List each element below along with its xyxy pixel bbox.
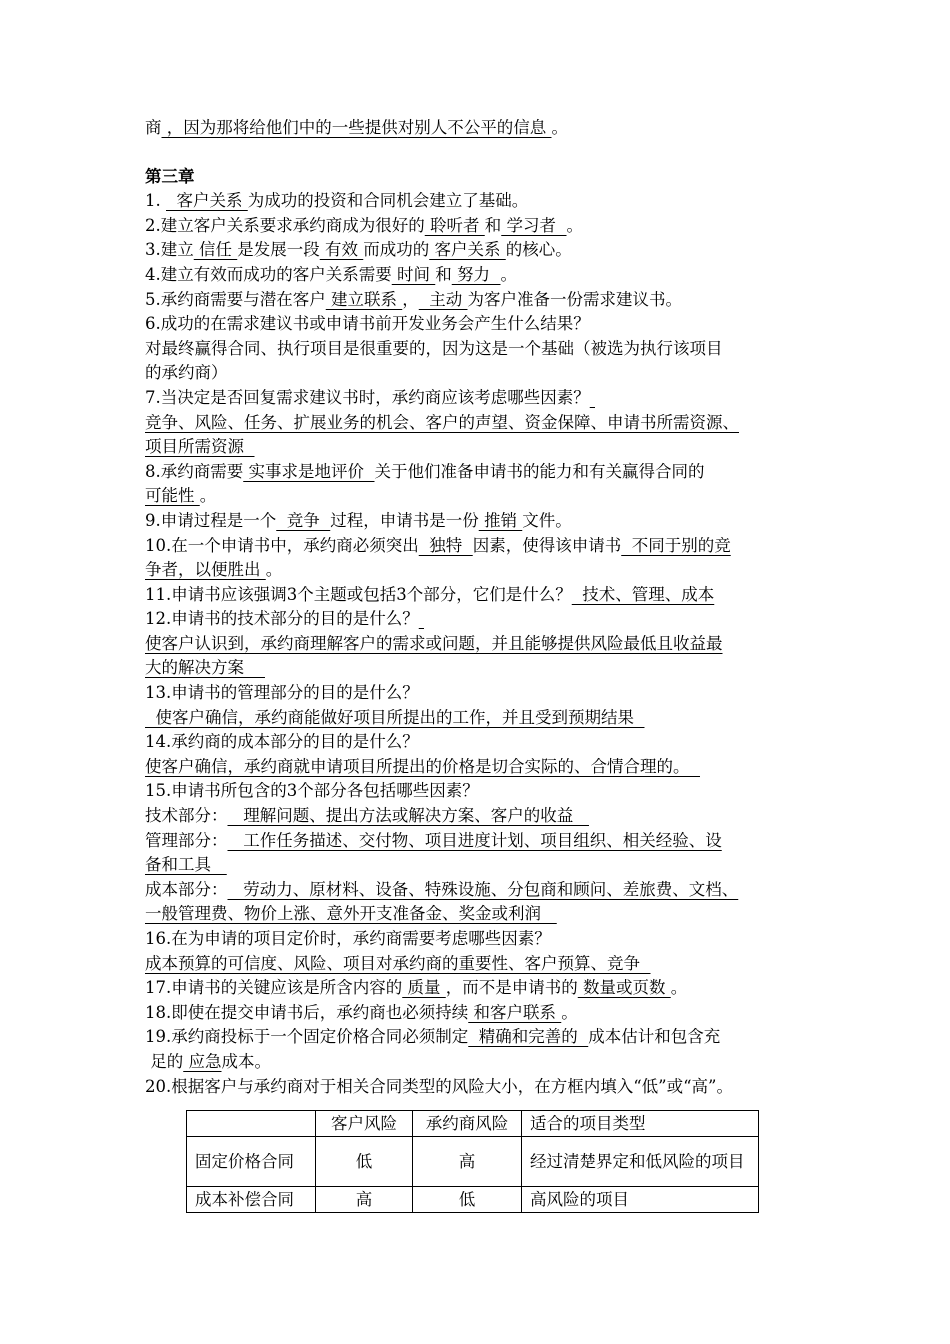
text-span: 13.申请书的管理部分的目的是什么？: [145, 683, 419, 703]
answer-underline: 质量: [402, 978, 446, 998]
answer-underline: 备和工具: [145, 855, 227, 875]
text-span: 14.承约商的成本部分的目的是什么？: [145, 732, 419, 752]
text-span: 7.当决定是否回复需求建议书时，承约商应该考虑哪些因素？: [145, 387, 590, 407]
text-line: [145, 361, 810, 386]
text-span: 8.承约商需要: [145, 461, 244, 481]
text-line: [145, 1050, 810, 1075]
text-line: [145, 1075, 810, 1100]
answer-underline: 项目所需资源: [145, 437, 255, 457]
text-line: [145, 509, 810, 534]
table-header-cell: 承约商风险: [413, 1111, 522, 1137]
text-span: 和: [435, 264, 452, 284]
answer-underline: 不同于别的竞: [621, 535, 731, 555]
text-line: [145, 878, 810, 903]
text-line: [145, 435, 810, 460]
text-span: 。: [561, 1002, 578, 1022]
text-span: 因素，使得该申请书: [472, 535, 622, 555]
answer-underline: 主动: [418, 289, 468, 309]
text-line: [145, 607, 810, 632]
text-span: 4.建立有效而成功的客户关系需要: [145, 264, 392, 284]
text-span: 技术部分：: [145, 806, 228, 826]
answer-underline: [590, 388, 595, 407]
text-line: [145, 1025, 810, 1050]
risk-table: [186, 1110, 759, 1213]
text-line: [145, 534, 810, 559]
text-span: 为客户准备一份需求建议书。: [467, 289, 682, 309]
text-line: [145, 583, 810, 608]
text-span: 20.根据客户与承约商对于相关合同类型的风险大小，在方框内填入“低”或“高”。: [145, 1076, 733, 1096]
text-line: [145, 779, 810, 804]
text-span: 16.在为申请的项目定价时，承约商需要考虑哪些因素？: [145, 929, 551, 948]
text-line: [145, 656, 810, 681]
answer-underline: 客户关系: [166, 191, 248, 211]
answer-underline: 使客户确信，承约商就申请项目所提出的价格是切合实际的、合情合理的。: [145, 756, 700, 776]
text-line: [145, 829, 810, 854]
answer-underline: 学习者: [501, 215, 567, 235]
text-span: 5.承约商需要与潜在客户: [145, 289, 326, 309]
text-span: 是发展一段: [237, 240, 320, 260]
text-line: [145, 755, 810, 780]
table-header-cell: [187, 1111, 316, 1137]
table-cell: 高: [413, 1137, 522, 1187]
text-span: 。: [566, 215, 583, 235]
text-line: [145, 312, 810, 337]
answer-underline: 精确和完善的: [468, 1027, 589, 1047]
text-span: 和: [484, 215, 502, 235]
text-span: 2.建立客户关系要求承约商成为很好的: [145, 215, 425, 235]
text-span: 文件。: [522, 510, 572, 530]
text-line: [145, 386, 810, 411]
answer-underline: 理解问题、提出方法或解决方案、客户的收益: [227, 806, 589, 826]
text-span: 管理部分：: [145, 830, 228, 850]
answer-underline: 竞争: [276, 510, 331, 530]
answer-underline: 实事求是地评价: [243, 461, 375, 481]
table-row: [187, 1137, 759, 1187]
text-line: [145, 1001, 810, 1026]
answer-underline: 对别人不公平的信息: [397, 118, 552, 137]
text-line: [145, 853, 810, 878]
answer-underline: 使客户认识到，承约商理解客户的需求或问题，并且能够提供风险最低且收益最: [145, 633, 723, 653]
text-span: 1.: [145, 191, 166, 211]
table-cell: 固定价格合同: [187, 1137, 316, 1187]
text-span: 成本估计和包含充: [588, 1027, 721, 1047]
answer-underline: 劳动力、原材料、设备、特殊设施、分包商和顾问、差旅费、文档、: [227, 879, 739, 899]
text-line: [145, 214, 810, 239]
text-line: [145, 632, 810, 657]
answer-underline: 大的解决方案: [145, 658, 265, 678]
text-span: 18.即使在提交申请书后，承约商也必须持续: [145, 1002, 469, 1022]
text-line: [145, 484, 810, 509]
text-line: [145, 558, 810, 583]
table-header-cell: 适合的项目类型: [522, 1111, 759, 1137]
answer-underline: 争者，以便胜出: [145, 560, 266, 580]
answer-underline: 竞争、风险、任务、扩展业务的机会、客户的声望、资金保障、申请书所需资源、: [145, 412, 739, 432]
answer-underline: 努力: [451, 264, 501, 284]
text-span: ，而不是申请书的: [445, 978, 578, 998]
answer-underline: 时间: [391, 264, 436, 284]
text-span: 15.申请书所包含的3个部分各包括哪些因素？: [145, 781, 479, 801]
answer-underline: 使客户确信，承约商能做好项目所提出的工作，并且受到预期结果: [145, 707, 645, 727]
text-span: 的承约商）: [145, 363, 228, 383]
table-cell: 低: [413, 1187, 522, 1213]
text-line: [145, 706, 810, 731]
text-line: [145, 263, 810, 288]
text-span: 过程，申请书是一份: [330, 510, 479, 530]
text-span: 6.成功的在需求建议书或申请书前开发业务会产生什么结果？: [145, 314, 590, 334]
text-span: 。: [199, 486, 217, 506]
text-line: [145, 189, 810, 214]
answer-underline: [419, 609, 424, 628]
text-span: 17.申请书的关键应该是所含内容的: [145, 978, 403, 998]
text-span: 对最终赢得合同、执行项目是很重要的，因为这是一个基础（被选为执行该项目: [145, 338, 723, 358]
answer-underline: 推销: [478, 510, 523, 530]
answer-underline: 信任: [193, 240, 238, 260]
text-line: [145, 116, 810, 141]
answer-underline: 和客户联系: [468, 1002, 562, 1022]
answer-underline: 数量或页数: [577, 978, 671, 998]
text-span: 11.申请书应该强调3个主题或包括3个部分，它们是什么？: [145, 584, 572, 604]
text-line: [145, 238, 810, 263]
text-span: 12.申请书的技术部分的目的是什么？: [145, 609, 419, 629]
table-header-row: [187, 1111, 759, 1137]
text-span: 。: [551, 118, 568, 137]
table-cell: 高风险的项目: [522, 1187, 759, 1213]
text-span: 。: [500, 264, 517, 284]
answer-underline: 客户关系: [429, 240, 506, 260]
answer-underline: 成本预算的可信度、风险、项目对承约商的重要性、客户预算、竞争: [145, 953, 651, 973]
text-span: 关于他们准备申请书的能力和有关赢得合同的: [374, 461, 705, 481]
document-body: [145, 116, 810, 1099]
table-header-cell: 客户风险: [316, 1111, 413, 1137]
answer-underline: 一般管理费、物价上涨、意外开支准备金、奖金或利润: [145, 904, 557, 924]
text-span: 成本。: [221, 1051, 271, 1071]
text-span: 19.承约商投标于一个固定价格合同必须制定: [145, 1027, 469, 1047]
text-line: [145, 460, 810, 485]
text-span: 9.申请过程是一个: [145, 510, 277, 530]
text-span: 为成功的投资和合同机会建立了基础。: [247, 191, 529, 211]
table-cell: 成本补偿合同: [187, 1187, 316, 1213]
text-span: 10.在一个申请书中，承约商必须突出: [145, 535, 419, 555]
text-line: [145, 411, 810, 436]
text-line: [145, 927, 810, 952]
text-span: 3.建立: [145, 240, 194, 260]
answer-underline: 有效: [319, 240, 364, 260]
answer-underline: 工作任务描述、交付物、项目进度计划、项目组织、相关经验、设: [227, 830, 722, 850]
answer-underline: 应急: [183, 1051, 222, 1071]
text-line: [145, 976, 810, 1001]
text-span: 。: [670, 978, 688, 998]
text-line: [145, 804, 810, 829]
table-cell: 低: [316, 1137, 413, 1187]
answer-underline: ，因为那将给他们中的一些提供: [161, 118, 398, 137]
table-cell: 高: [316, 1187, 413, 1213]
answer-underline: 建立联系: [325, 289, 403, 309]
table-row: [187, 1187, 759, 1213]
text-span: ，: [402, 289, 419, 309]
text-span: 成本部分：: [145, 879, 228, 899]
text-line: [145, 288, 810, 313]
table-cell: 经过清楚界定和低风险的项目: [522, 1137, 759, 1187]
text-span: 。: [265, 560, 283, 580]
text-span: 商: [145, 118, 162, 137]
blank-line: [145, 141, 810, 165]
text-span: 足的: [145, 1051, 184, 1071]
text-line: [145, 952, 810, 977]
text-line: [145, 337, 810, 362]
answer-underline: 可能性: [145, 486, 200, 506]
text-line: [145, 681, 810, 706]
answer-underline: 聆听者: [424, 215, 485, 235]
text-span: 的核心。: [505, 240, 572, 260]
answer-underline: 技术、管理、成本: [571, 584, 715, 604]
answer-underline: 独特: [418, 535, 473, 555]
text-line: [145, 902, 810, 927]
text-span: 而成功的: [363, 240, 430, 260]
chapter-heading: 第三章: [145, 166, 195, 186]
text-line: [145, 730, 810, 755]
